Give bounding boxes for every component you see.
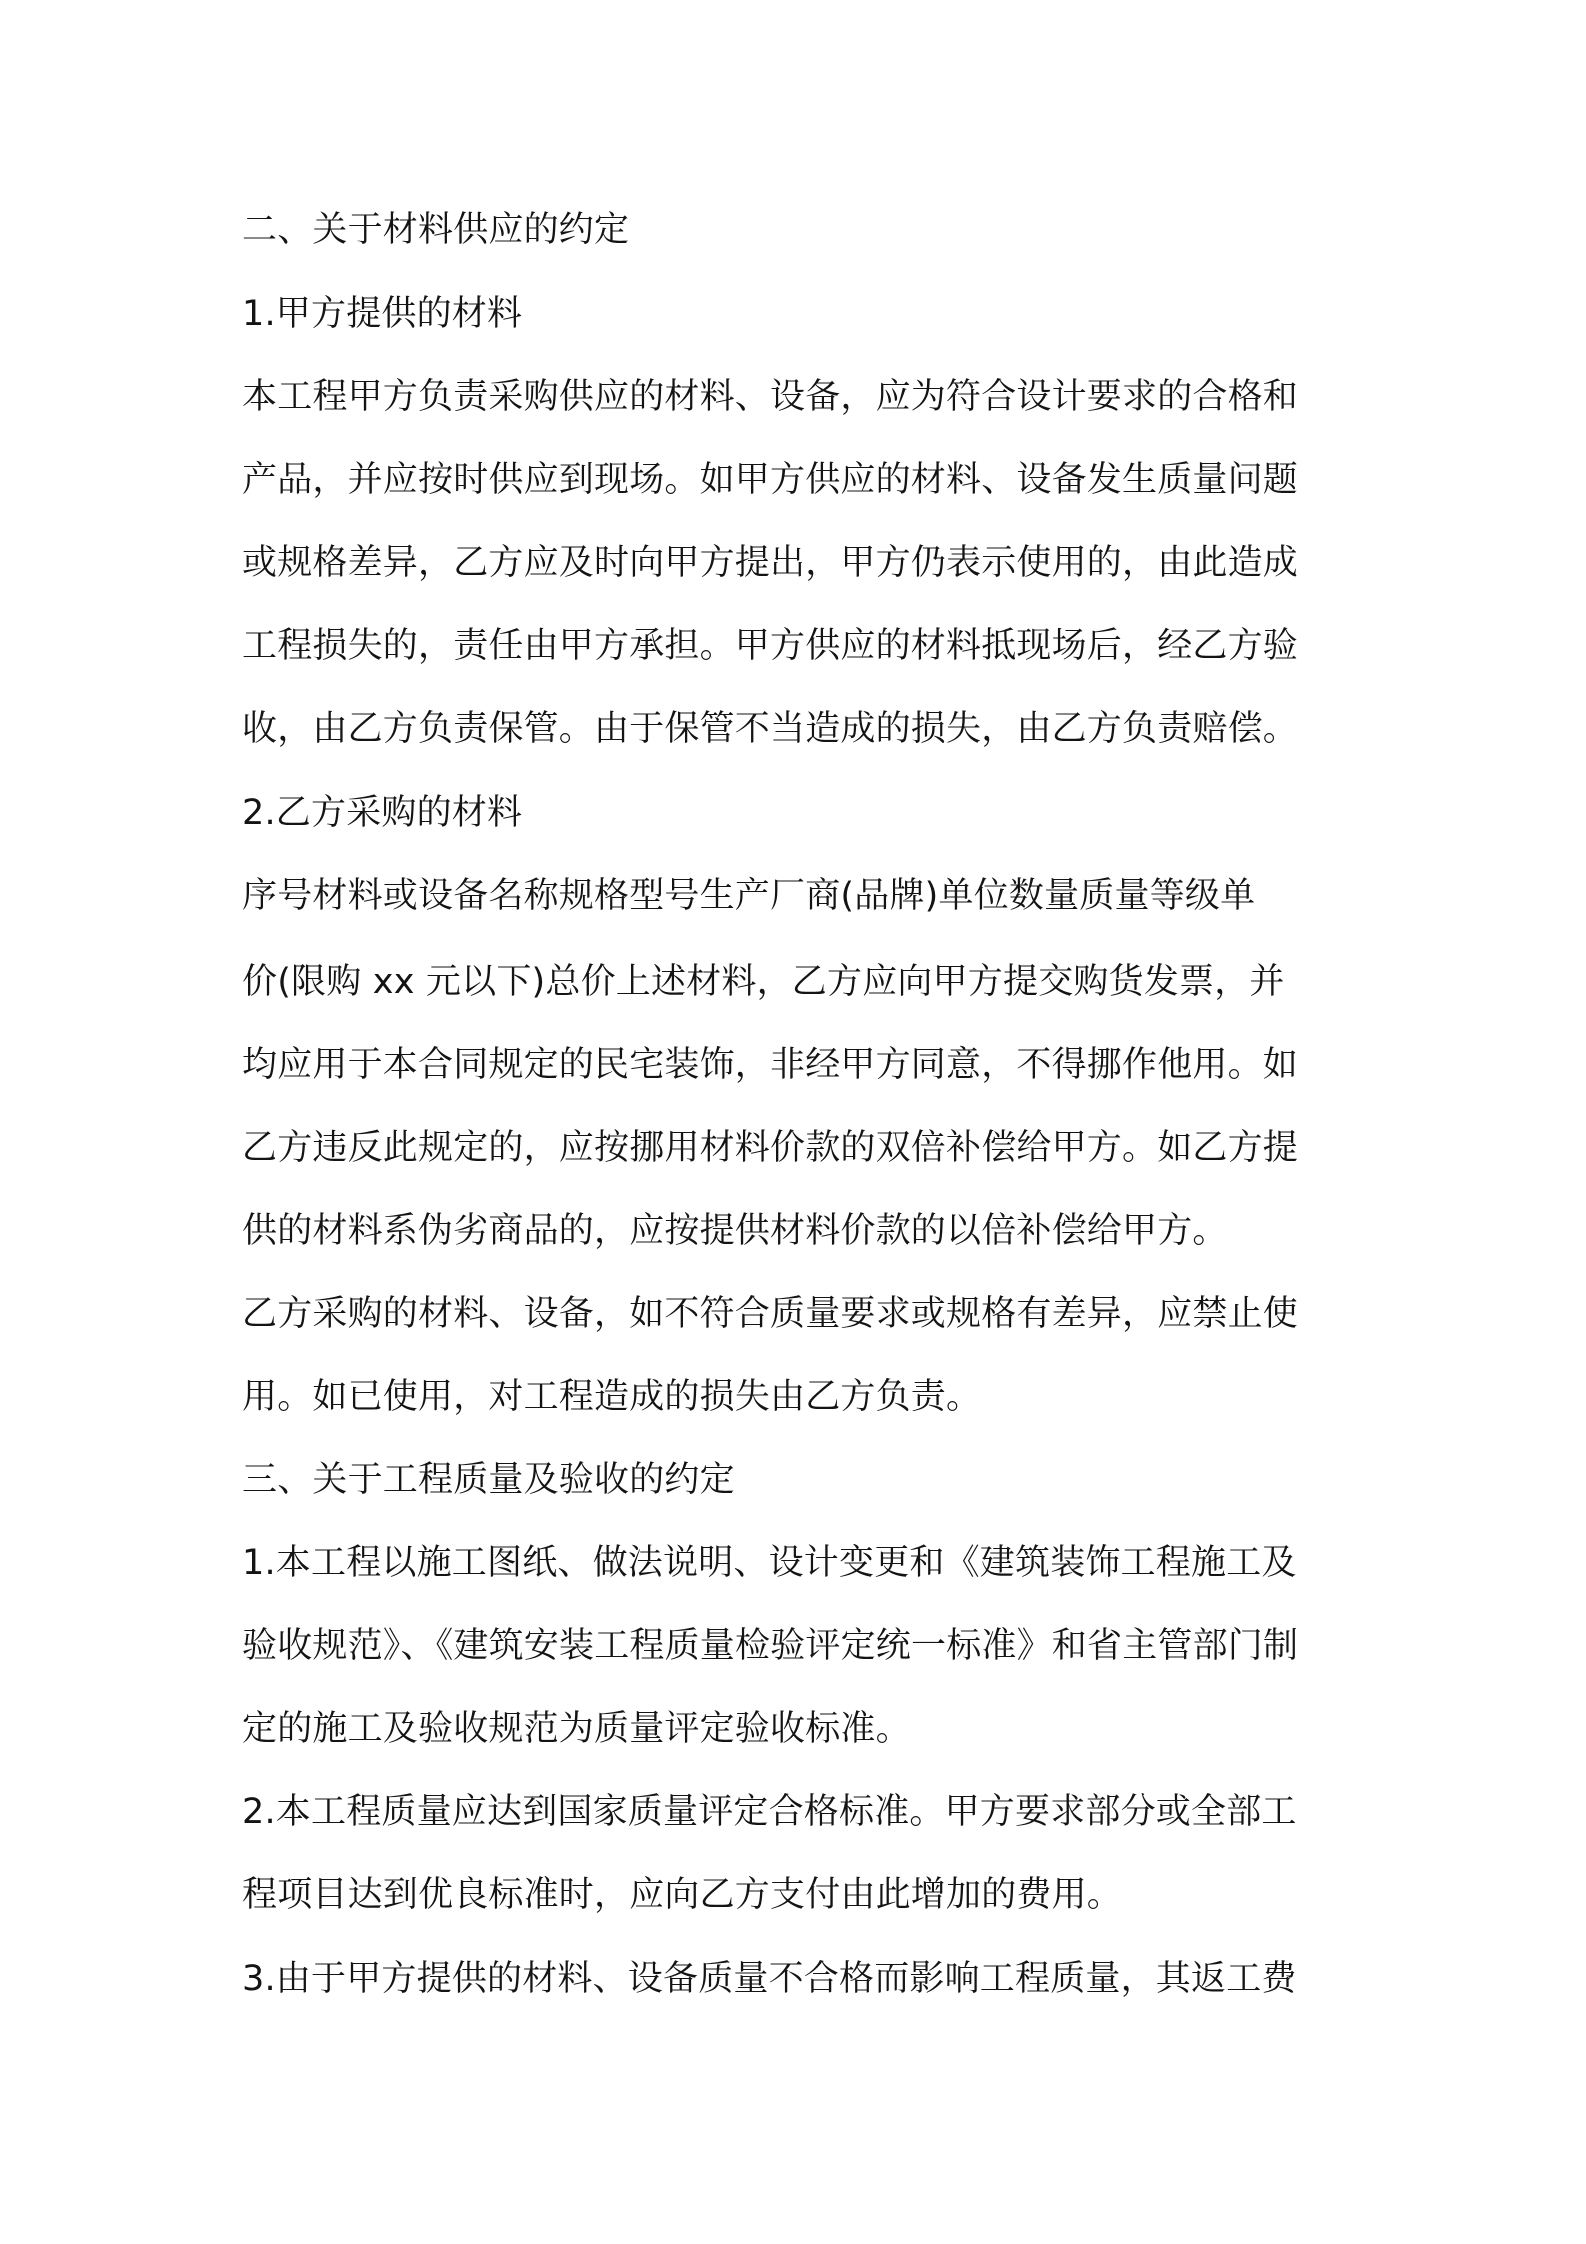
subsection-heading: 2.乙方采购的材料 [242,793,523,833]
paragraph-line: 供的材料系伪劣商品的，应按提供材料价款的以倍补偿给甲方。 [242,1211,1228,1251]
paragraph-line: 1.本工程以施工图纸、做法说明、设计变更和《建筑装饰工程施工及 [242,1543,1297,1583]
paragraph-line: 乙方采购的材料、设备，如不符合质量要求或规格有差异，应禁止使 [242,1294,1299,1334]
subsection-heading: 1.甲方提供的材料 [242,294,523,334]
paragraph-line: 用。如已使用，对工程造成的损失由乙方负责。 [242,1377,982,1417]
paragraph-line: 价(限购 xx 元以下)总价上述材料，乙方应向甲方提交购货发票，并 [242,962,1285,1002]
paragraph-line: 本工程甲方负责采购供应的材料、设备，应为符合设计要求的合格和 [242,377,1299,417]
paragraph-line: 均应用于本合同规定的民宅装饰，非经甲方同意，不得挪作他用。如 [242,1045,1299,1085]
paragraph-line: 工程损失的，责任由甲方承担。甲方供应的材料抵现场后，经乙方验 [242,626,1299,666]
paragraph-line: 3.由于甲方提供的材料、设备质量不合格而影响工程质量，其返工费 [242,1959,1297,1999]
paragraph-line: 乙方违反此规定的，应按挪用材料价款的双倍补偿给甲方。如乙方提 [242,1128,1299,1168]
paragraph-line: 验收规范》、《建筑安装工程质量检验评定统一标准》和省主管部门制 [242,1626,1299,1666]
paragraph-line: 2.本工程质量应达到国家质量评定合格标准。甲方要求部分或全部工 [242,1792,1297,1832]
paragraph-line: 序号材料或设备名称规格型号生产厂商(品牌)单位数量质量等级单 [242,876,1256,916]
section-heading: 二、关于材料供应的约定 [242,210,630,250]
paragraph-line: 定的施工及验收规范为质量评定验收标准。 [242,1709,911,1749]
paragraph-line: 程项目达到优良标准时，应向乙方支付由此增加的费用。 [242,1875,1123,1915]
section-heading: 三、关于工程质量及验收的约定 [242,1460,735,1500]
paragraph-line: 产品，并应按时供应到现场。如甲方供应的材料、设备发生质量问题 [242,460,1299,500]
paragraph-line: 或规格差异，乙方应及时向甲方提出，甲方仍表示使用的，由此造成 [242,543,1299,583]
paragraph-line: 收，由乙方负责保管。由于保管不当造成的损失，由乙方负责赔偿。 [242,709,1299,749]
